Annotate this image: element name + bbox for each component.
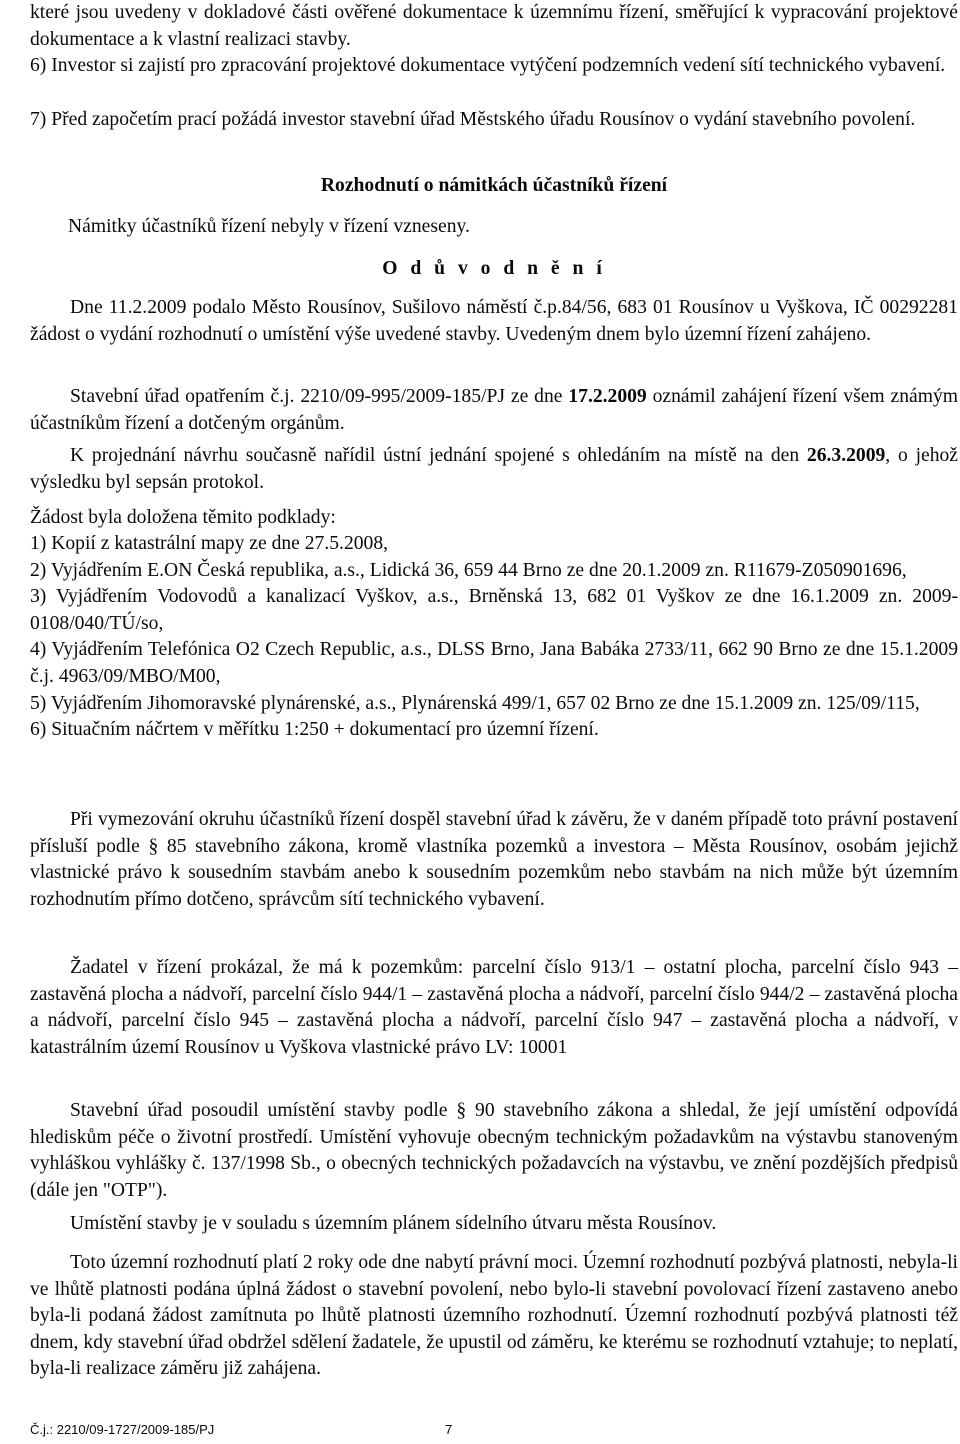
objections-text: Námitky účastníků řízení nebyly v řízení vzneseny. [68, 216, 470, 237]
p2-text-before: Stavební úřad opatřením č.j. 2210/09-995/2009-185/PJ ze dne [70, 386, 569, 407]
intro-paragraph: které jsou uvedeny v dokladové části ověřené dokumentace k územnímu řízení, směřující k vypracování projektové dokumentace a k vlastní realizaci stavby. [30, 2, 958, 50]
reasoning-paragraph-6: Stavební úřad posoudil umístění stavby podle § 90 stavebního zákona a shledal, že její umístění odpovídá hlediskům péče o životní prostředí. Umístění vyhovuje obecným technickým požadavkům na výstavbu stanoveným vyhláškou vyhlášky č. 137/1998 Sb., o obecných technických požadavcích na výstavbu, ve znění pozdějších předpisů (dále jen "OTP"). [30, 1100, 958, 1201]
p3-text-after: , o jehož výsledku byl sepsán protokol. [30, 445, 958, 493]
document-item-5: 5) Vyjádřením Jihomoravské plynárenské, a.s., Plynárenská 499/1, 657 02 Brno ze dne 15.1.2009 zn. 125/09/115, [30, 692, 920, 714]
condition-7: 7) Před započetím prací požádá investor stavební úřad Městského úřadu Rousínov o vydání stavebního povolení. [30, 109, 916, 130]
reasoning-paragraph-4: Při vymezování okruhu účastníků řízení dospěl stavební úřad k závěru, že v daném případě toto právní postavení přísluší podle § 85 stavebního zákona, kromě vlastníka pozemků a investora – Města Rousínov, osobám jejichž vlastnické právo k sousedním stavbám anebo k sousedním pozemkům nebo stavbám na nich může být územním rozhodnutím přímo dotčeno, správcům sítí technického vybavení. [30, 809, 958, 910]
reasoning-paragraph-1: Dne 11.2.2009 podalo Město Rousínov, Sušilovo náměstí č.p.84/56, 683 01 Rousínov u Vyškova, IČ 00292281 žádost o vydání rozhodnutí o umístění výše uvedené stavby. Uvedeným dnem bylo územní řízení zahájeno. [30, 297, 958, 345]
documents-heading: Žádost byla doložena těmito podklady: [30, 507, 336, 528]
p2-text-after: oznámil zahájení řízení všem známým účastníkům řízení a dotčeným orgánům. [30, 386, 958, 434]
condition-6: 6) Investor si zajistí pro zpracování projektové dokumentace vytýčení podzemních vedení sítí technického vybavení. [30, 55, 946, 76]
document-item-6: 6) Situačním náčrtem v měřítku 1:250 + dokumentací pro územní řízení. [30, 719, 599, 741]
documents-list [30, 531, 958, 744]
document-item-3: 3) Vyjádřením Vodovodů a kanalizací Vyškov, a.s., Brněnská 13, 682 01 Vyškov ze dne 16.1.2009 zn. 2009-0108/040/TÚ/so, [30, 586, 958, 634]
document-item-1: 1) Kopií z katastrální mapy ze dne 27.5.2008, [30, 533, 389, 554]
reasoning-heading: O d ů v o d n ě n í [382, 258, 606, 279]
p3-text-before: K projednání návrhu současně nařídil ústní jednání spojené s ohledáním na místě na den [70, 445, 807, 466]
document-item-2: 2) Vyjádřením E.ON Česká republika, a.s., Lidická 36, 659 44 Brno ze dne 20.1.2009 zn. R11679-Z050901696, [30, 559, 907, 581]
reasoning-paragraph-2 [30, 384, 958, 437]
reasoning-paragraph-7: Umístění stavby je v souladu s územním plánem sídelního útvaru města Rousínov. [70, 1213, 717, 1234]
reasoning-paragraph-5: Žadatel v řízení prokázal, že má k pozemkům: parcelní číslo 913/1 – ostatní plocha, parcelní číslo 943 – zastavěná plocha a nádvoří, parcelní číslo 944/1 – zastavěná plocha a nádvoří, parcelní číslo 944/2 – zastavěná plocha a nádvoří, parcelní číslo 945 – zastavěná plocha a nádvoří, parcelní číslo 947 – zastavěná plocha a nádvoří, v katastrálním území Rousínov u Vyškova vlastnické právo LV: 10001 [30, 957, 958, 1058]
footer-reference: Č.j.: 2210/09-1727/2009-185/PJ [30, 1422, 215, 1437]
page-number: 7 [445, 1422, 453, 1437]
objections-heading: Rozhodnutí o námitkách účastníků řízení [320, 175, 668, 196]
document-item-4: 4) Vyjádřením Telefónica O2 Czech Republic, a.s., DLSS Brno, Jana Babáka 2733/11, 662 90 Brno ze dne 15.1.2009 č.j. 4963/09/MBO/M00, [30, 639, 958, 687]
reasoning-paragraph-8: Toto územní rozhodnutí platí 2 roky ode dne nabytí právní moci. Územní rozhodnutí pozbývá platnosti, nebyla-li ve lhůtě platnosti podána úplná žádost o stavební povolení, nebo bylo-li stavební povolovací řízení zastaveno anebo byla-li podaná žádost zamítnuta po lhůtě platnosti územního rozhodnutí. Územní rozhodnutí pozbývá platnosti též dnem, kdy stavební úřad obdržel sdělení žadatele, že upustil od záměru, ke kterému se rozhodnutí vztahuje; to neplatí, byla-li realizace záměru již zahájena. [30, 1252, 958, 1380]
reasoning-paragraph-3 [30, 443, 958, 496]
p3-date: 26.3.2009 [806, 445, 886, 466]
p2-date: 17.2.2009 [568, 386, 647, 407]
